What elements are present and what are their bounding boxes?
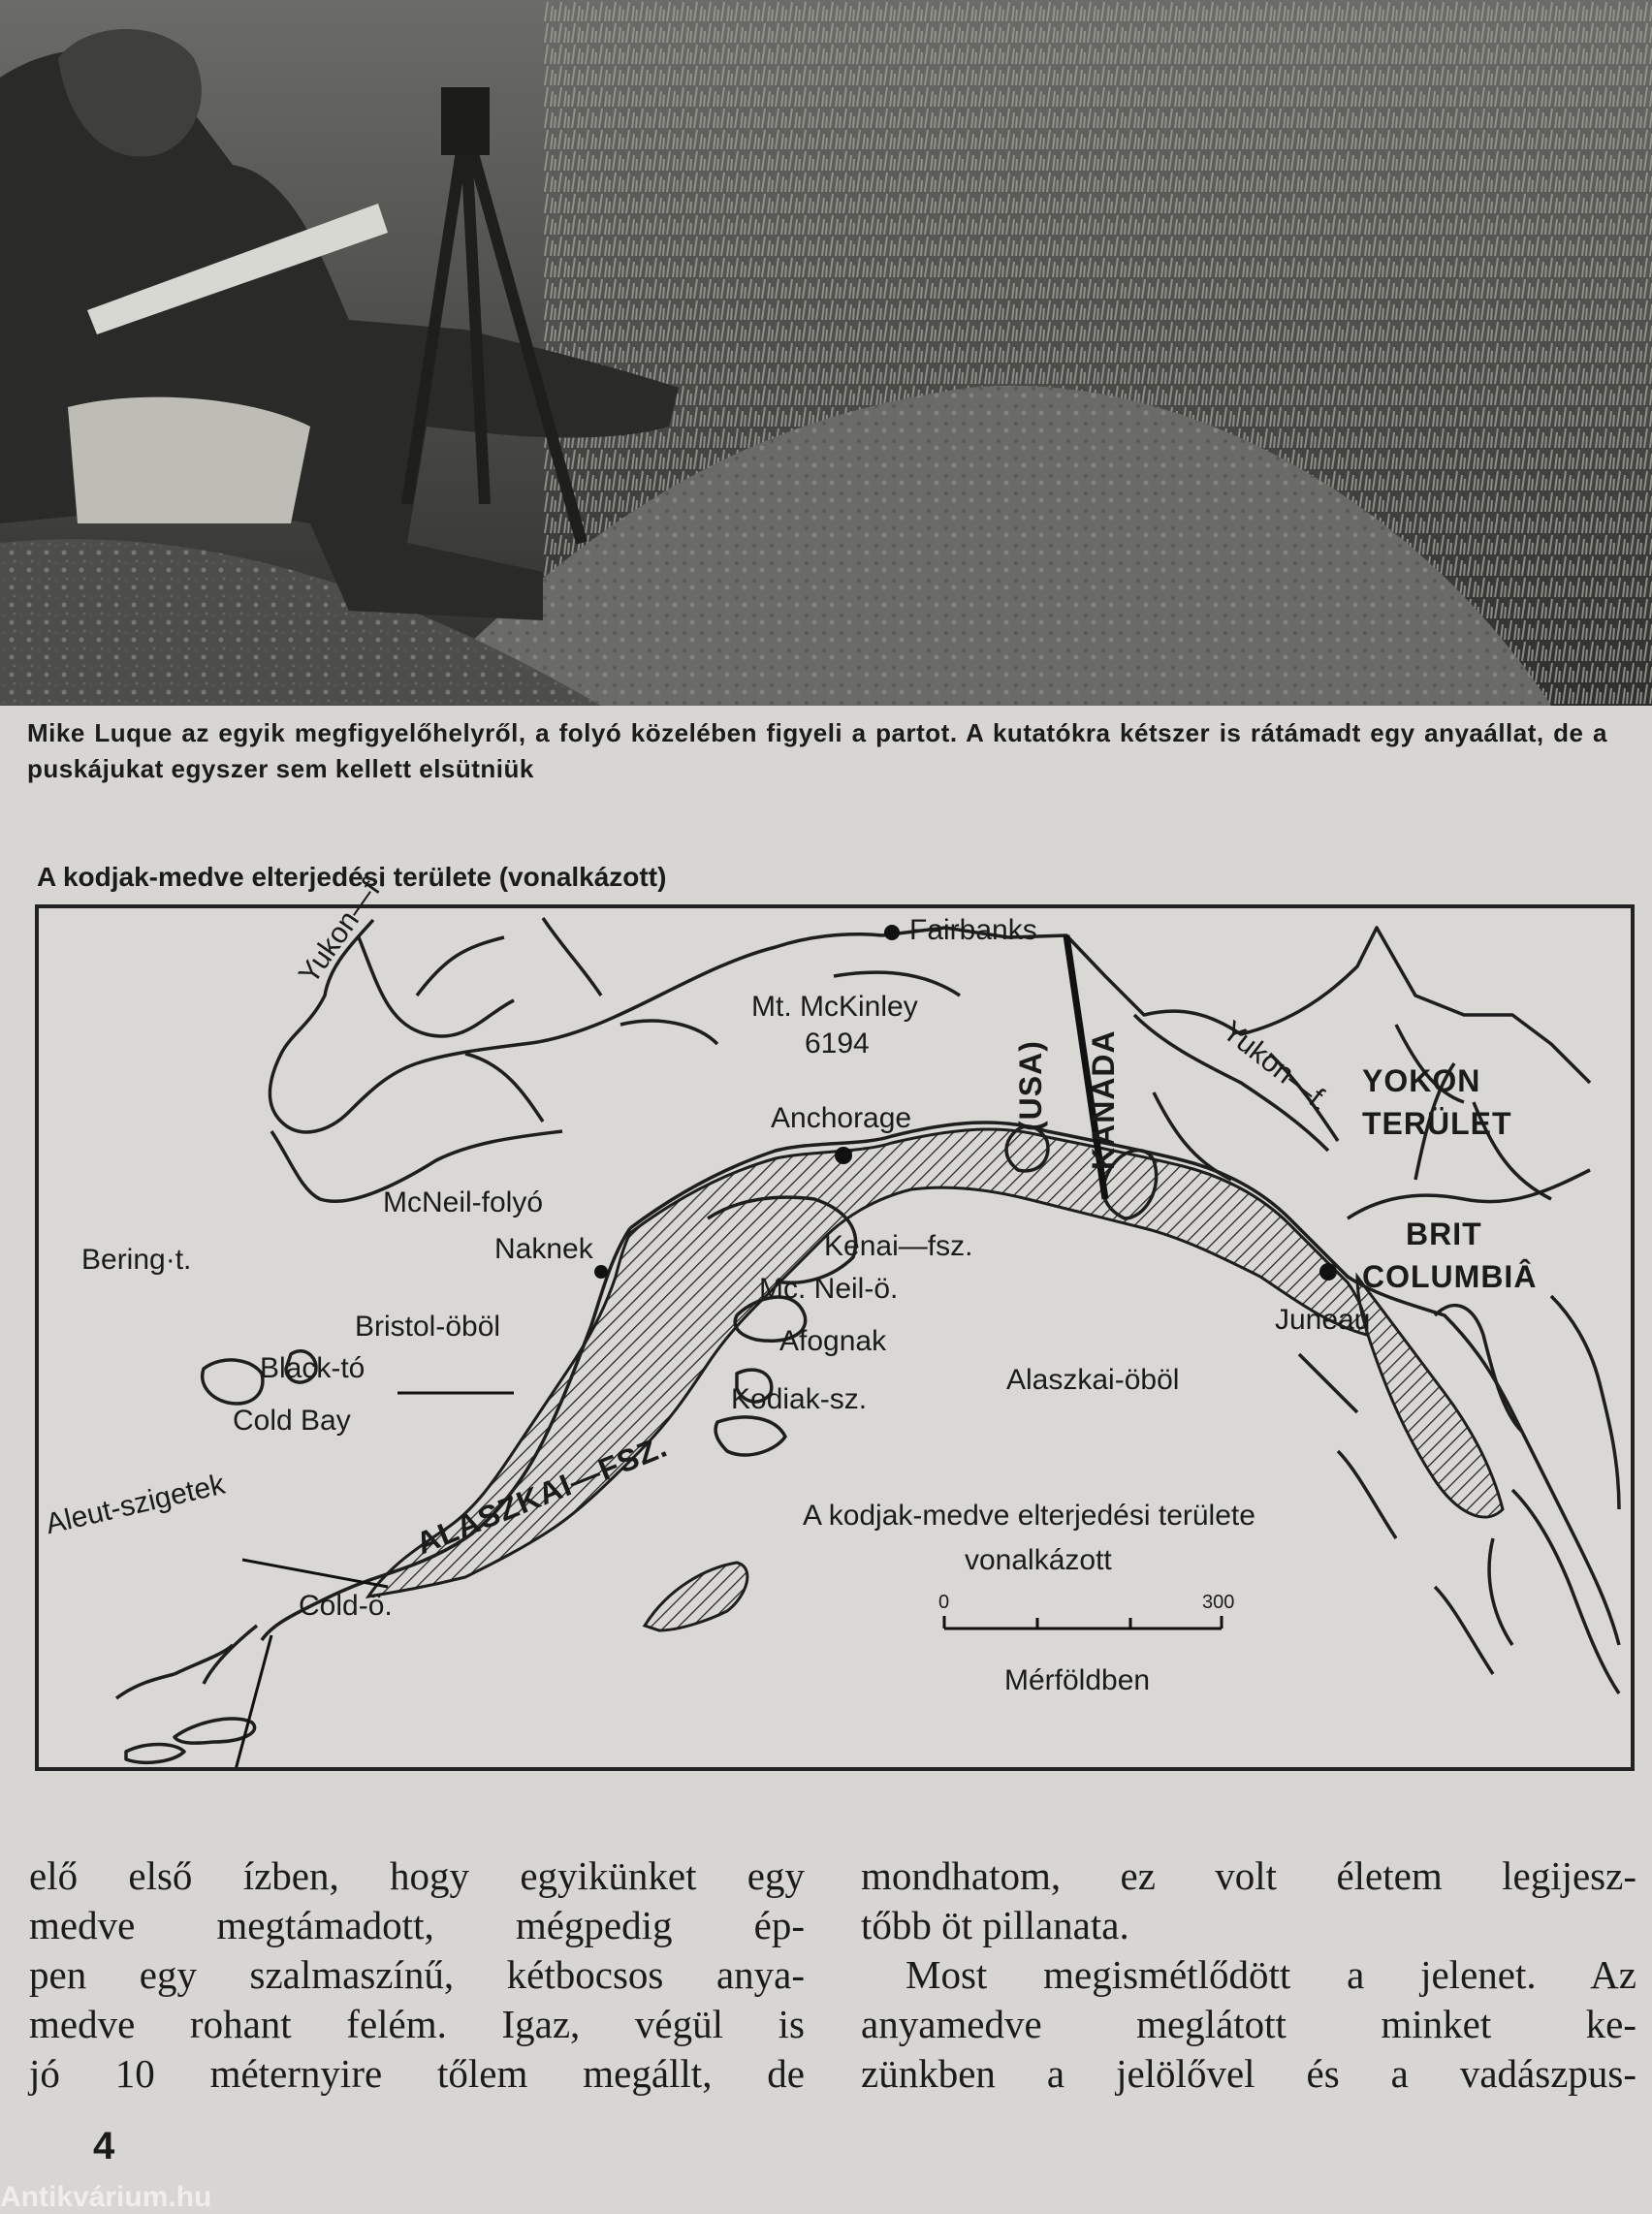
label-cold-bay: Cold Bay: [233, 1405, 351, 1437]
watermark: Antikvárium.hu: [0, 2181, 212, 2213]
label-mcneil-island: Mc. Neil-ö.: [759, 1273, 899, 1305]
right-line-1: mondhatom, ez volt életem legijesz-: [861, 1853, 1636, 1898]
label-usa: (USA): [1013, 1040, 1048, 1131]
label-fairbanks: Fairbanks: [909, 914, 1037, 946]
page-number: 4: [93, 2125, 115, 2167]
left-line-3: pen egy szalmaszínű, kétbocsos anya-: [29, 1952, 805, 1997]
label-kenai-peninsula: Kenai—fsz.: [824, 1230, 973, 1262]
left-line-2: medve megtámadott, mégpedig ép-: [29, 1903, 805, 1947]
label-kanada: KANADA: [1086, 1029, 1121, 1170]
text-column-left: [29, 1851, 805, 2099]
label-naknek: Naknek: [494, 1233, 593, 1265]
scale-unit: Mérföldben: [1004, 1664, 1151, 1696]
label-yukon-river-1: Yukon—f.: [293, 868, 392, 990]
scale-label-0: 0: [938, 1592, 950, 1613]
left-line-5: jó 10 méternyire tőlem megállt, de: [29, 2051, 805, 2096]
label-aleutian-islands: Aleut-szigetek: [43, 1468, 229, 1541]
label-mcneil-river: McNeil-folyó: [383, 1186, 544, 1218]
right-line-5: zünkben a jelölővel és a vadászpus-: [861, 2051, 1636, 2096]
label-yokon: YOKON: [1362, 1063, 1481, 1098]
label-afognak: Afognak: [779, 1325, 887, 1357]
label-terulet: TERÜLET: [1362, 1106, 1512, 1141]
label-gulf-of-alaska: Alaszkai-öböl: [1006, 1364, 1180, 1396]
label-kodiak-island: Kodiak-sz.: [731, 1383, 868, 1415]
right-line-4: anyamedve meglátott minket ke-: [861, 2002, 1636, 2046]
legend-line-2: vonalkázott: [965, 1544, 1112, 1576]
distribution-map: [35, 868, 1635, 1771]
label-juneau: Juneau: [1275, 1304, 1371, 1336]
label-brit: BRIT: [1406, 1217, 1482, 1251]
label-mt-mckinley: Mt. McKinley: [751, 991, 918, 1023]
label-alaska-peninsula: ALASZKAI—FSZ.: [411, 1428, 673, 1562]
label-mckinley-altitude: 6194: [805, 1028, 870, 1060]
map-title: A kodjak-medve elterjedési területe (vonalkázott): [37, 862, 667, 892]
left-line-1: elő első ízben, hogy egyikünket egy: [29, 1853, 805, 1898]
photo-caption: Mike Luque az egyik megfigyelőhelyről, a folyó közelében figyeli a partot. A kutatókra kétszer is rátámadt egy anyaállat, de a puskájukat egyszer sem kellett elsütniük: [27, 718, 1607, 783]
text-column-right: [861, 1851, 1636, 2099]
label-bering: Bering·t.: [81, 1244, 192, 1276]
scale-label-300: 300: [1202, 1592, 1235, 1613]
right-line-3: Most megismétlődött a jelenet. Az: [905, 1952, 1636, 1997]
label-black-lake: Black-tó: [260, 1352, 365, 1384]
label-cold-island: Cold-ö.: [299, 1590, 393, 1622]
label-bristol-bay: Bristol-öböl: [355, 1311, 501, 1343]
left-line-4: medve rohant felém. Igaz, végül is: [29, 2002, 805, 2046]
field-photo: [0, 0, 1652, 706]
right-line-2: tőbb öt pillanata.: [861, 1903, 1129, 1947]
photo-illustration: [0, 0, 1652, 706]
label-yukon-river-2: Yukon—f.: [1216, 1015, 1336, 1119]
label-columbia: COLUMBIÂ: [1362, 1259, 1538, 1294]
label-anchorage: Anchorage: [771, 1102, 912, 1134]
legend-line-1: A kodjak-medve elterjedési területe: [803, 1500, 1255, 1532]
